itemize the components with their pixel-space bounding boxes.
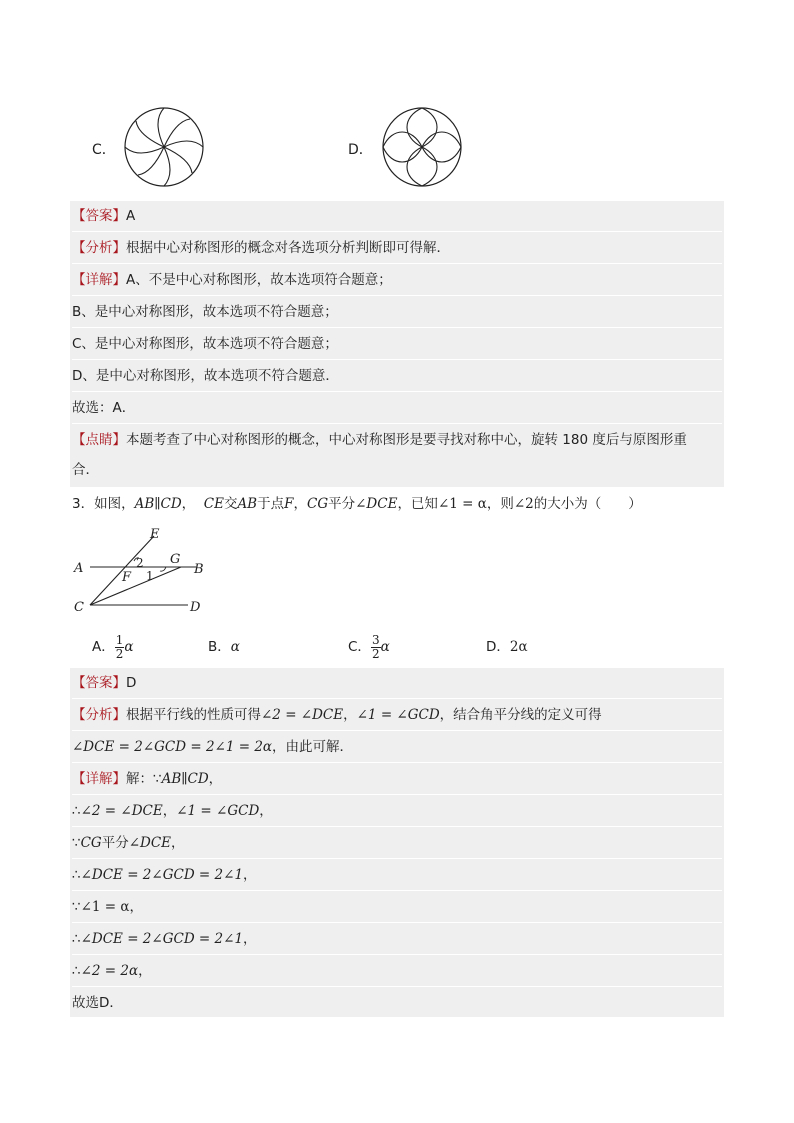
- detail-text: ，: [138, 963, 152, 979]
- option-c-label: C．: [92, 142, 116, 158]
- option-d-flower-figure: [380, 105, 464, 189]
- option-math: α: [230, 639, 240, 655]
- analysis-math: ∠2 = ∠DCE: [261, 707, 344, 723]
- stem-math: ∠1 = α: [437, 496, 487, 512]
- q3-parallel-lines-figure: [68, 522, 218, 622]
- detail-math: ∠DCE = 2∠GCD = 2∠1: [80, 931, 244, 947]
- stem-text: ，: [293, 496, 307, 512]
- detail-text: ∴: [72, 931, 81, 947]
- analysis-tag: 【分析】: [72, 240, 126, 256]
- option-math: α: [380, 639, 390, 655]
- answer-tag: 【答案】: [72, 675, 126, 691]
- stem-math: AB∥CD: [134, 496, 182, 512]
- q3-answer-row: [72, 668, 722, 699]
- option-math: α: [124, 639, 134, 655]
- line-cg: [90, 567, 181, 605]
- option-label: A．: [92, 639, 115, 655]
- detail-math: ∠DCE = 2∠GCD = 2∠1: [80, 867, 244, 883]
- label-angle-2: 2: [136, 556, 144, 570]
- q3-detail-row-3: [72, 828, 722, 859]
- q3-detail-row: [72, 764, 722, 795]
- q2-choice-row: [72, 393, 722, 424]
- detail-math: ∠1 = α: [80, 899, 130, 915]
- detail-text: 平分: [101, 835, 129, 851]
- q3-option-c: [348, 630, 390, 664]
- q2-comment-row: [72, 425, 722, 455]
- q3-stem: [72, 494, 642, 514]
- detail-math: CG: [80, 835, 102, 851]
- analysis-text: ，结合角平分线的定义可得: [439, 707, 602, 723]
- detail-tag: 【详解】: [72, 272, 126, 288]
- fraction: [371, 634, 381, 661]
- option-math: 2α: [509, 639, 528, 655]
- stem-text: 交: [223, 496, 238, 512]
- q2-detail-row-c: [72, 329, 722, 360]
- label-e: E: [150, 527, 160, 542]
- stem-math: CG: [306, 496, 329, 512]
- detail-text: ，: [259, 803, 273, 819]
- option-label: B．: [208, 639, 231, 655]
- stem-text: 的大小为（ ）: [533, 496, 642, 512]
- analysis-text: ，: [343, 707, 357, 723]
- stem-text: ，则: [486, 496, 514, 512]
- angle-1-arc: [160, 567, 166, 571]
- question-number: 3．: [72, 496, 95, 512]
- answer-value: D: [126, 675, 137, 691]
- detail-text: ，: [243, 931, 257, 947]
- detail-text: ，: [208, 771, 223, 787]
- detail-math: ∠DCE: [128, 835, 172, 851]
- q3-option-d: [486, 630, 528, 664]
- q3-detail-row-4: [72, 860, 722, 891]
- analysis-text: 根据中心对称图形的概念对各选项分析判断即可得解．: [126, 240, 450, 256]
- q2-detail-row-d: [72, 361, 722, 392]
- comment-text: 本题考查了中心对称图形的概念，中心对称图形是要寻找对称中心，旋转 180 度后与原图形重: [126, 432, 687, 448]
- analysis-tag: 【分析】: [72, 707, 126, 723]
- analysis-math: ∠1 = ∠GCD: [356, 707, 440, 723]
- option-label: D．: [486, 639, 510, 655]
- detail-text: ∴: [72, 963, 81, 979]
- analysis-text: 根据平行线的性质可得: [126, 707, 261, 723]
- analysis-text: ，由此可解．: [272, 739, 354, 755]
- choice-text: 故选：A．: [72, 400, 136, 416]
- detail-math: ∠2 = ∠DCE: [80, 803, 163, 819]
- detail-text: ∵: [72, 899, 81, 915]
- option-c-flower-figure: [122, 105, 206, 189]
- label-g: G: [170, 552, 181, 567]
- detail-text: ∴: [72, 803, 81, 819]
- stem-text: ，已知: [397, 496, 438, 512]
- label-a: A: [74, 561, 84, 576]
- detail-line: C、是中心对称图形，故本选项不符合题意；: [72, 336, 338, 352]
- detail-line: A、不是中心对称图形，故本选项符合题意；: [126, 272, 392, 288]
- fraction-denominator: 2: [115, 646, 124, 661]
- answer-tag: 【答案】: [72, 208, 126, 224]
- fraction: [115, 634, 125, 661]
- detail-tag: 【详解】: [72, 771, 126, 787]
- q3-detail-row-6: [72, 924, 722, 955]
- detail-line: D、是中心对称图形，故本选项不符合题意．: [72, 368, 339, 384]
- detail-math: AB∥CD: [161, 771, 209, 787]
- fraction-numerator: 3: [371, 632, 380, 647]
- q3-option-a: [92, 630, 134, 664]
- label-b: B: [194, 562, 204, 577]
- label-c: C: [74, 600, 84, 615]
- detail-text: ∵: [72, 835, 81, 851]
- q2-detail-row-b: [72, 297, 722, 328]
- q3-detail-row-5: [72, 892, 722, 923]
- q3-analysis-row: [72, 700, 722, 731]
- detail-text: ，: [162, 803, 177, 819]
- analysis-math: ∠DCE = 2∠GCD = 2∠1 = 2α: [72, 739, 273, 755]
- stem-math: AB: [237, 496, 258, 512]
- comment-tag: 【点睛】: [72, 432, 126, 448]
- detail-line: B、是中心对称图形，故本选项不符合题意；: [72, 304, 338, 320]
- option-label: C．: [348, 639, 371, 655]
- q3-option-b: [208, 630, 240, 664]
- stem-math: F: [284, 496, 294, 512]
- fraction-numerator: 1: [115, 632, 124, 647]
- detail-text: ，: [243, 867, 257, 883]
- label-d: D: [190, 600, 201, 615]
- q3-analysis-row-b: [72, 732, 722, 763]
- stem-math: ∠DCE: [355, 496, 398, 512]
- option-d-label: D．: [348, 142, 373, 158]
- q2-analysis-row: [72, 233, 722, 264]
- q3-detail-row-7: [72, 956, 722, 987]
- stem-text: 如图，: [94, 496, 135, 512]
- stem-math: ∠2: [513, 496, 534, 512]
- choice-text: 故选D．: [72, 995, 123, 1011]
- stem-math: CE: [203, 496, 224, 512]
- comment-text: 合．: [72, 462, 99, 478]
- detail-math: ∠1 = ∠GCD: [176, 803, 260, 819]
- q3-choice-row: [72, 988, 722, 1018]
- q2-answer-row: [72, 201, 722, 232]
- label-angle-1: 1: [146, 569, 154, 583]
- q2-comment-row-b: [72, 455, 722, 485]
- label-f: F: [122, 570, 132, 585]
- stem-text: 于点: [257, 496, 285, 512]
- fraction-denominator: 2: [371, 646, 380, 661]
- detail-text: 解：∵: [126, 771, 162, 787]
- detail-text: ∴: [72, 867, 81, 883]
- q2-detail-row: [72, 265, 722, 296]
- stem-text: 平分: [328, 496, 356, 512]
- answer-value: A: [126, 208, 136, 224]
- q3-detail-row-2: [72, 796, 722, 827]
- detail-text: ，: [129, 899, 144, 915]
- detail-math: ∠2 = 2α: [80, 963, 139, 979]
- stem-text: ，: [181, 496, 196, 512]
- detail-text: ，: [171, 835, 185, 851]
